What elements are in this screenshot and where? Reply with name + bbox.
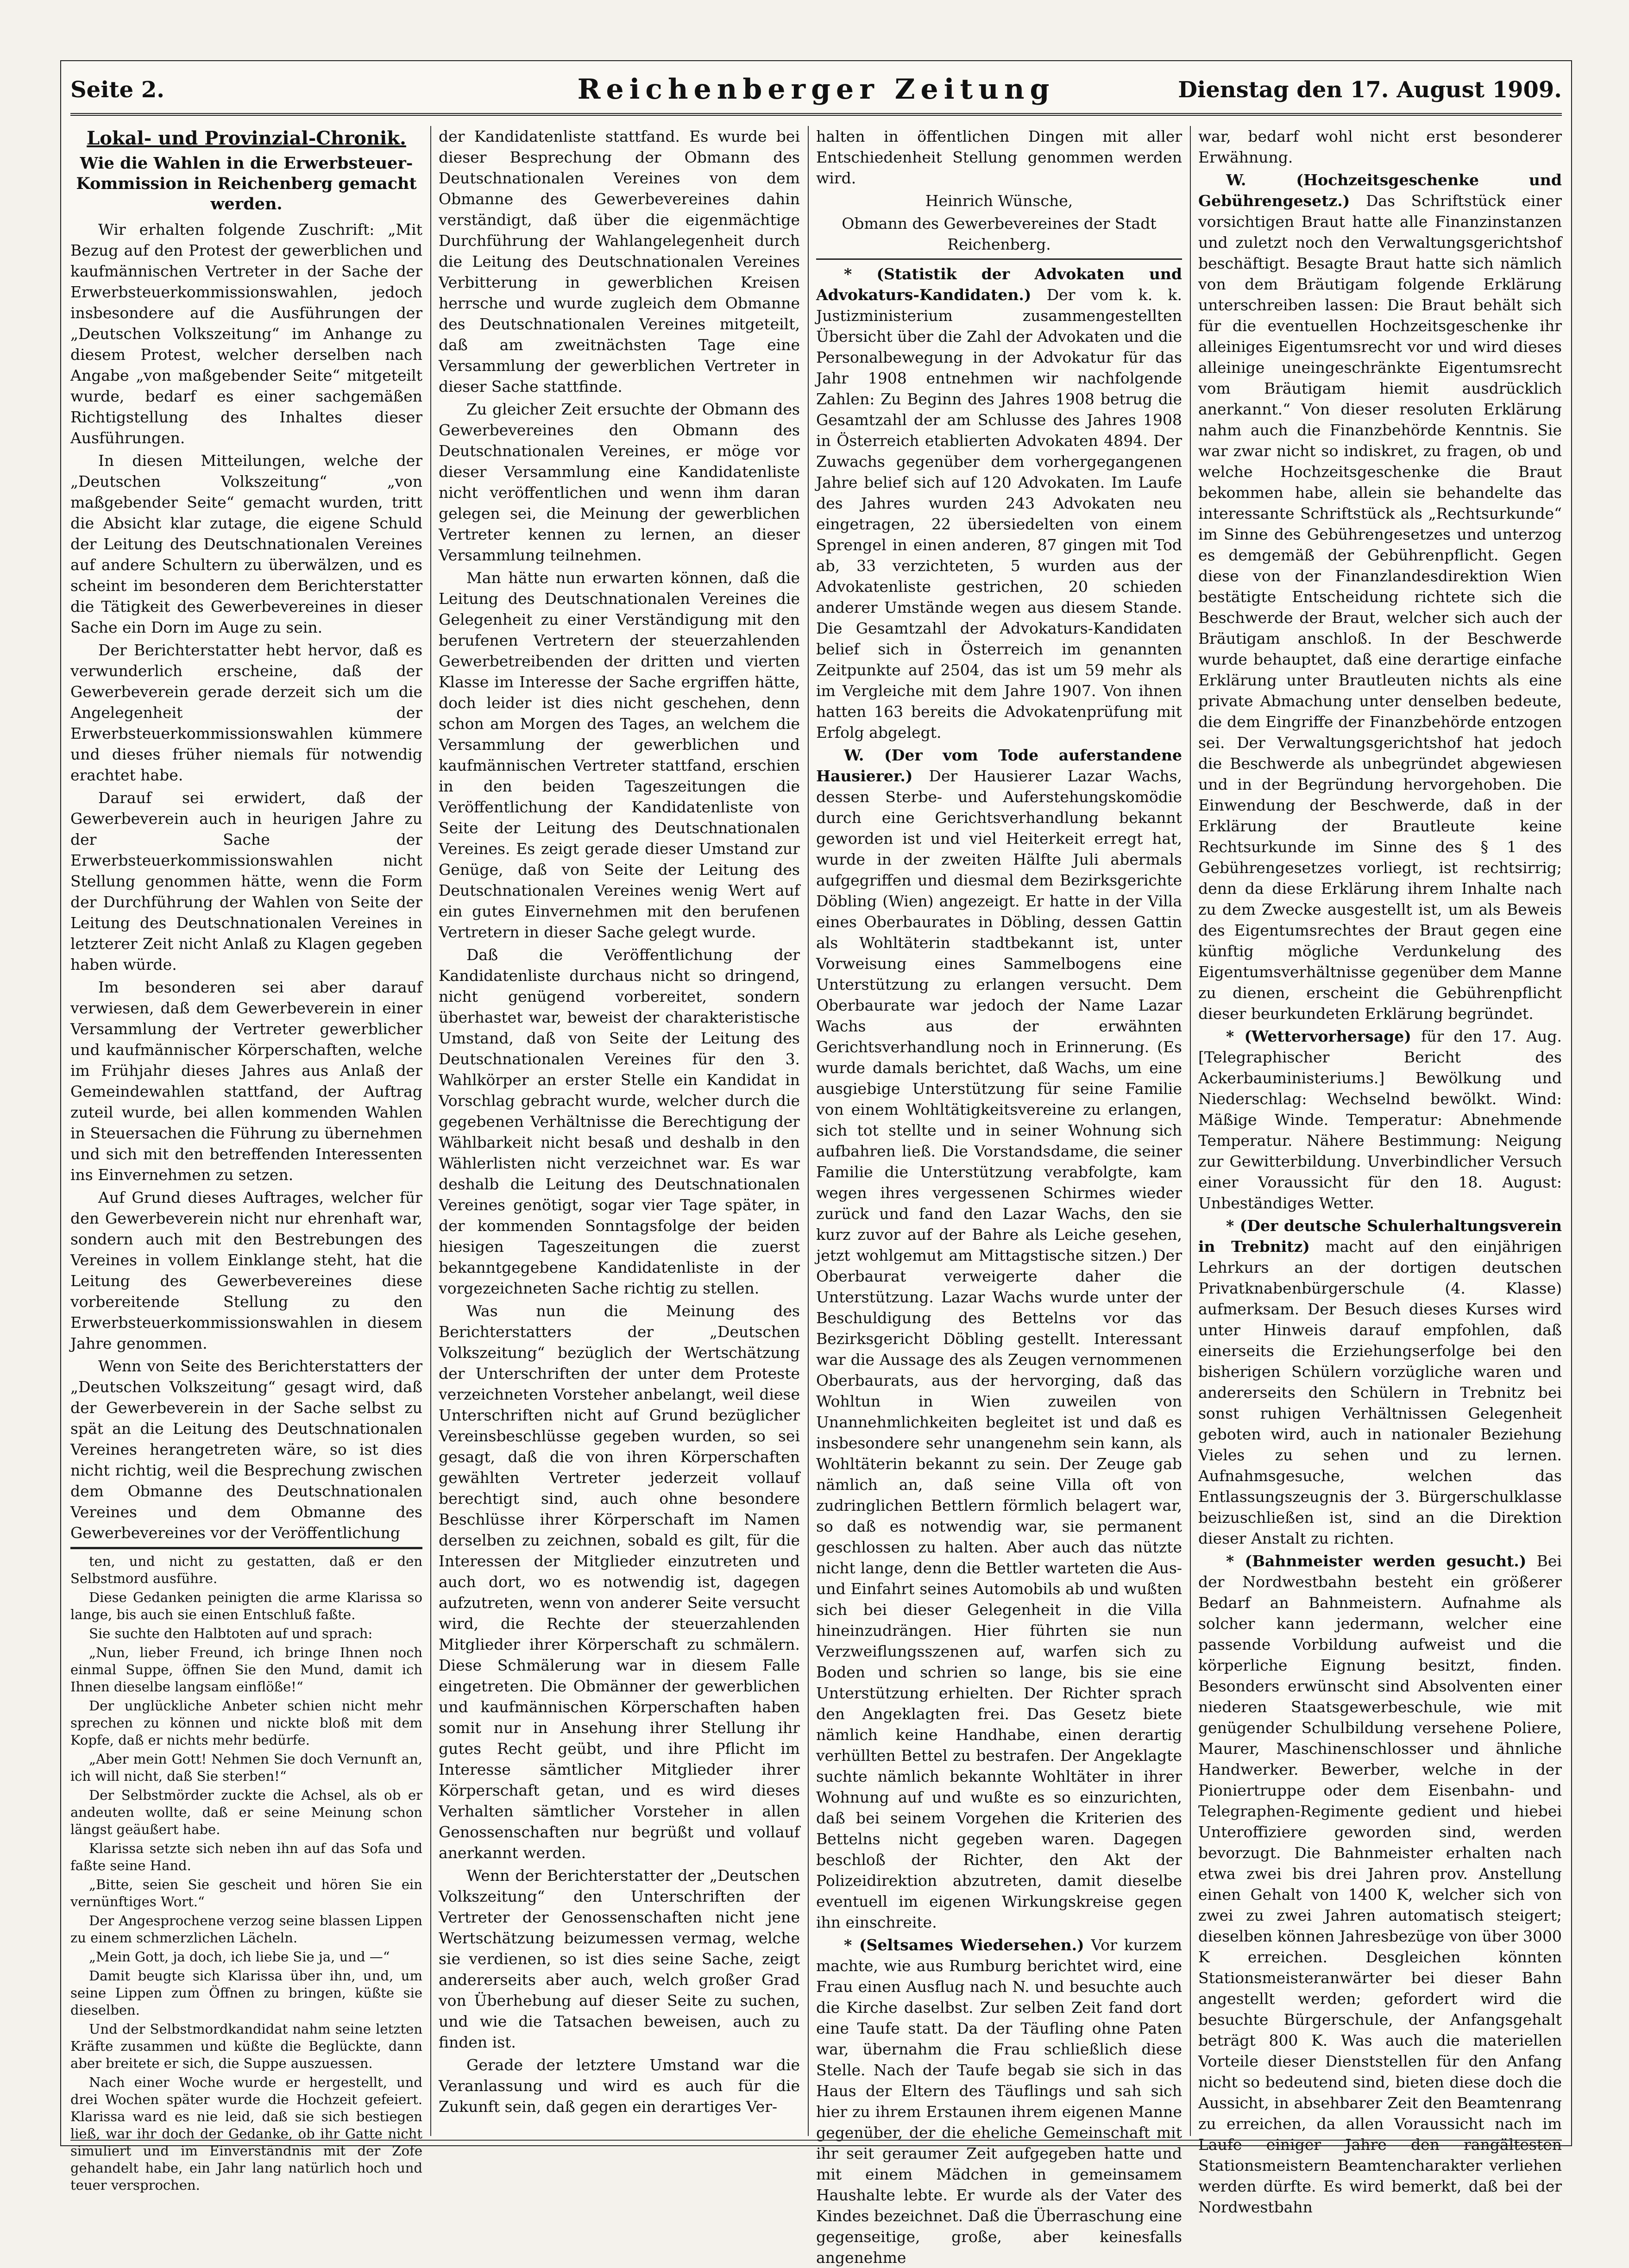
article-paragraph: Darauf sei erwidert, daß der Gewerbeverein auch in heurigen Jahre zu der Sache der Erwerbsteuerkommissionswahlen nicht Stellung genommen hätte, wenn die Form der Durchführung der Wahlen von Seite der Leitung des Deutschnationalen Vereines in letzterer Zeit nicht Anlaß zu Klagen gegeben haben würde. xyxy=(70,789,422,974)
feuilleton-paragraph: Nach einer Woche wurde er hergestellt, und drei Wochen später wurde die Hochzeit gefeiert. Klarissa ward es nie leid, daß sie sich bestiegen ließ, war ihr doch der Gedanke, ob ihr Gatte nicht simuliert und im Einverständnis mit der Zofe gehandelt habe, ein Jahr lang natürlich hoch und teuer versprochen. xyxy=(70,2074,422,2193)
column-divider xyxy=(808,126,809,2136)
newspaper-title: Reichenberger Zeitung xyxy=(577,73,1055,106)
feuilleton-paragraph: Der unglückliche Anbeter schien nicht mehr sprechen zu können und nickte bloß mit dem Kopfe, daß er nichts mehr bedürfe. xyxy=(70,1698,422,1748)
news-item xyxy=(816,1935,1182,2268)
feuilleton-paragraph: ten, und nicht zu gestatten, daß er den Selbstmord ausführe. xyxy=(70,1553,422,1586)
feuilleton-divider xyxy=(70,1547,422,1549)
news-item xyxy=(816,745,1182,1933)
news-item-body: macht auf den einjährigen Lehrkurs an der dortigen deutschen Privatknabenbürgerschule (4. Klasse) aufmerksam. Der Besuch dieses Kurses wird unter Hinweis darauf empfohlen, daß einerseits die Erziehungserfolge bei den bisherigen Schülern vorzügliche waren und andererseits den Schülern in Trebnitz bei sonst ruhigen Verhältnissen Gelegenheit geboten wird, auch in nationaler Beziehung Vieles zu sehen und zu lernen. Aufnahmsgesuche, welchen das Entlassungszeugnis der 3. Bürgerschulklasse beizuschließen ist, sind an die Direktion dieser Anstalt zu richten. xyxy=(1198,1238,1562,1547)
article-paragraph: Wenn von Seite des Berichterstatters der „Deutschen Volkszeitung“ gesagt wird, daß der Gewerbeverein in der Sache selbst zu spät an die Leitung des Deutschnationalen Vereines herangetreten wäre, so ist dies nicht richtig, weil die Besprechung zwischen dem Obmanne des Deutschnationalen Vereines und dem Obmanne des Gewerbevereines vor der Veröffentlichung xyxy=(70,1357,422,1542)
feuilleton-paragraph: Damit beugte sich Klarissa über ihn, und, um seine Lippen zum Öffnen zu bringen, küßte sie dieselben. xyxy=(70,1968,422,2018)
signature-name: Heinrich Wünsche, xyxy=(925,192,1073,210)
page-number: Seite 2. xyxy=(70,77,164,103)
column-2 xyxy=(439,126,800,2136)
feuilleton-paragraph: „Nun, lieber Freund, ich bringe Ihnen noch einmal Suppe, öffnen Sie den Mund, damit ich Ihnen dieselbe langsam einflöße!“ xyxy=(70,1645,422,1695)
feuilleton-paragraph: Und der Selbstmordkandidat nahm seine letzten Kräfte zusammen und küßte die Beglückte, dann aber breitete er sich, die Suppe auszuessen. xyxy=(70,2021,422,2071)
bottom-rule xyxy=(70,2140,1562,2141)
news-item-body: Vor kurzem machte, wie aus Rumburg berichtet wird, eine Frau einen Ausflug nach N. und besuchte auch die Kirche daselbst. Zur selben Zeit fand dort eine Taufe statt. Da der Täufling ohne Paten war, übernahm die Frau schließlich diese Stelle. Nach der Taufe begab sie sich in das Haus der Eltern des Täuflings und sah sich hier zu ihrem Erstaunen ihrem eigenen Manne gegenüber, der die eheliche Gemeinschaft mit ihr seit geraumer Zeit aufgegeben hatte und mit einem Mädchen in gemeinsamem Haushalte lebte. Er wurde als der Vater des Kindes bezeichnet. Daß die Überraschung eine gegenseitige, große, aber keinesfalls angenehme xyxy=(816,1936,1182,2267)
news-item-heading: * (Seltsames Wiedersehen.) xyxy=(844,1936,1084,1954)
news-item xyxy=(1198,1026,1562,1213)
page-header xyxy=(70,67,1562,118)
feuilleton-paragraph: „Aber mein Gott! Nehmen Sie doch Vernunft an, ich will nicht, daß Sie sterben!“ xyxy=(70,1751,422,1784)
news-item xyxy=(1198,1215,1562,1549)
column-divider xyxy=(1190,126,1191,2136)
news-item-heading: W. (Hochzeitsgeschenke und Gebührengesetz.) xyxy=(1198,171,1562,210)
issue-date: Dienstag den 17. August 1909. xyxy=(1178,77,1562,103)
feuilleton-paragraph: „Bitte, seien Sie gescheit und hören Sie ein vernünftiges Wort.“ xyxy=(70,1877,422,1910)
news-item-heading: * (Der deutsche Schulerhaltungsverein in Trebnitz) xyxy=(1198,1217,1562,1256)
news-item xyxy=(1198,170,1562,1024)
article-paragraph: Im besonderen sei aber darauf verwiesen, daß dem Gewerbeverein in einer Versammlung der Vertreter gewerblicher und kaufmännischer Körperschaften, welche im Frühjahr dieses Jahres aus Anlaß der Gemeindewahlen stattfand, der Auftrag zuteil wurde, bei allen kommenden Wahlen in Steuersachen die Führung zu übernehmen und sich mit den betreffenden Interessenten ins Einvernehmen zu setzen. xyxy=(70,978,422,1184)
article-paragraph: war, bedarf wohl nicht erst besonderer Erwähnung. xyxy=(1198,127,1562,166)
news-item-body: Das Schriftstück einer vorsichtigen Braut hatte alle Finanzinstanzen und zuletzt noch den Verwaltungsgerichtshof beschäftigt. Besagte Braut hatte sich nämlich von dem Bräutigam folgende Erklärung unterschreiben lassen: Die Braut behält sich für die eventuellen Hochzeitsgeschenke ihr alleiniges Eigentumsrecht vor und wird dieses alleinige uneingeschränkte Eigentumsrecht vom Bräutigam hiemit ausdrücklich anerkannt.“ Von dieser resoluten Erklärung nahm auch die Finanzbehörde Kenntnis. Sie war zwar nicht so indiskret, zu fragen, ob und welche Hochzeitsgeschenke die Braut bekommen habe, allein sie behandelte das interessante Schriftstück als „Rechtsurkunde“ im Sinne des Gebührengesetzes und unterzog es demgemäß der Gebührenpflicht. Gegen diese von der Finanzlandesdirektion Wien bestätigte Entscheidung richtete sich die Beschwerde der Braut, welcher sich auch der Bräutigam anschloß. In der Beschwerde wurde behauptet, daß eine derartige einfache Erklärung unter Brautleuten nichts als eine private Abmachung unter denselben bedeute, die dem Eingriffe der Finanzbehörde entzogen sei. Der Verwaltungsgerichtshof hat jedoch die Beschwerde als unbegründet abgewiesen und in der Begründung hervorgehoben. Die Einwendung der Beschwerde, daß in der Erklärung der Brautleute keine Rechtsurkunde im Sinne des § 1 des Gebührengesetzes vorliegt, ist rechtsirrig; denn da diese Erklärung ihrem Inhalte nach zu dem Zwecke ausgestellt ist, um als Beweis des Eigentumsrechtes der Braut gegen eine künftig mögliche Verdunkelung des Eigentumsverhältnisse gegenüber dem Manne zu dienen, erscheint die Gebührenpflicht dieser beurkundeten Erklärung begründet. xyxy=(1198,192,1562,1023)
column-4 xyxy=(1198,126,1562,2216)
section-title: Lokal- und Provinzial-Chronik. xyxy=(87,127,406,149)
column-3 xyxy=(816,126,1182,2267)
news-item-body: Der Hausierer Lazar Wachs, dessen Sterbe- und Auferstehungskomödie durch eine Gerichtsverhandlung bekannt geworden ist und viel Heiterkeit erregt hat, wurde in der zweiten Hälfte Juli abermals aufgegriffen und diesmal dem Bezirksgerichte Döbling (Wien) angezeigt. Er hatte in der Villa eines Oberbaurates in Döbling, dessen Gattin als Wohltäterin stadtbekannt ist, unter Vorweisung eines Sammelbogens eine Unterstützung zu erlangen versucht. Dem Oberbaurate war jedoch der Name Lazar Wachs aus der erwähnten Gerichtsverhandlung noch in Erinnerung. (Es wurde damals berichtet, daß Wachs, um eine ausgiebige Unterstützung für seine Familie von einem Wohltätigkeitsvereine zu erlangen, sich tot stellte und in seiner Wohnung sich aufbahren ließ. Die Vorstandsdame, die seiner Familie die Unterstützung verabfolgte, kam wegen ihres vergessenen Schirmes wieder zurück und fand den Lazar Wachs, den sie kurz zuvor auf der Bahre als Leiche gesehen, jetzt wohlgemut am Mittagstische sitzen.) Der Oberbaurat verweigerte daher die Unterstützung. Lazar Wachs wurde unter der Beschuldigung des Bettelns vor das Bezirksgericht Döbling gestellt. Interessant war die Aussage des als Zeugen vernommenen Oberbaurats, aus der hervorging, daß das Wohltun in Wien zuweilen von Unannehmlichkeiten begleitet ist und daß es insbesondere sehr unangenehm sein kann, als Wohltäterin bekannt zu sein. Der Zeuge gab nämlich an, daß seine Villa oft von zudringlichen Bettlern förmlich belagert war, so daß es notwendig war, sie permanent geschlossen zu halten. Aber auch das nützte nicht lange, denn die Bettler warteten die Aus- und Einfahrt seines Automobils ab und wußten sich bei dieser Gelegenheit in die Villa hineinzudrängen. Hier führten sie nun Verzweiflungsszenen auf, warfen sich zu Boden und schrien so lange, bis sie eine Unterstützung erhielten. Der Richter sprach den Angeklagten frei. Das Gesetz biete nämlich keine Handhabe, einen derartig verhüllten Bettel zu bestrafen. Der Angeklagte suchte nämlich bekannte Wohltäter in ihrer Wohnung auf und wußte es so einzurichten, daß bei seinem Vorgehen die Kriterien des Bettelns nicht gegeben waren. Dagegen beschloß der Richter, den Akt der Polizeidirektion abzutreten, damit dieselbe eventuell im eigenen Wirkungskreise gegen ihn einschreite. xyxy=(816,767,1182,1931)
feuilleton-paragraph: Klarissa setzte sich neben ihn auf das Sofa und faßte seine Hand. xyxy=(70,1841,422,1873)
article-paragraph: Wir erhalten folgende Zuschrift: „Mit Bezug auf den Protest der gewerblichen und kaufmännischen Vertreter in der Sache der Erwerbsteuerkommissionswahlen, jedoch insbesondere auf die Ausführungen der „Deutschen Volkszeitung“ im Anhange zu diesem Protest, welcher derselben nach Angabe „von maßgebender Seite“ mitgeteilt wurde, bedarf es einer sachgemäßen Richtigstellung des Inhaltes dieser Ausführungen. xyxy=(70,220,422,447)
article-paragraph: Daß die Veröffentlichung der Kandidatenliste durchaus nicht so dringend, nicht genügend vorbereitet, sondern überhastet war, beweist der charakteristische Umstand, daß von Seite der Leitung des Deutschnationalen Vereines für den 3. Wahlkörper an erster Stelle ein Kandidat in Vorschlag gebracht wurde, welcher durch die gegebenen Verhältnisse die Berechtigung der Wählbarkeit nicht besaß und deshalb in den Wählerlisten nicht verzeichnet war. Es war deshalb die Leitung des Deutschnationalen Vereines genötigt, sogar vier Tage später, in der kommenden Sonntagsfolge der beiden hiesigen Tageszeitungen die zuerst bekanntgegebene Kandidatenliste in der vorgezeichneten Sache richtig zu stellen. xyxy=(439,946,800,1297)
column-1 xyxy=(70,126,422,2193)
feuilleton-paragraph: Der Selbstmörder zuckte die Achsel, als ob er andeuten wollte, daß er seine Meinung schon längst geäußert habe. xyxy=(70,1787,422,1837)
article-paragraph: Zu gleicher Zeit ersuchte der Obmann des Gewerbevereines den Obmann des Deutschnationalen Vereines, er möge vor dieser Versammlung eine Kandidatenliste nicht veröffentlichen und wenn ihm daran gelegen sei, die Meinung der gewerblichen Vertreter kennen zu lernen, an dieser Versammlung teilnehmen. xyxy=(439,400,800,564)
header-rule xyxy=(70,113,1562,116)
article-paragraph: der Kandidatenliste stattfand. Es wurde bei dieser Besprechung der Obmann des Deutschnationalen Vereines von dem Obmanne des Gewerbevereines dahin verständigt, daß über die eigenmächtige Durchführung der Wahlangelegenheit durch die Leitung des Deutschnationalen Vereines Verbitterung in gewerblichen Kreisen herrsche und wurde zugleich dem Obmanne des Deutschnationalen Vereines mitgeteilt, daß am zweitnächsten Tage eine Versammlung der gewerblichen Vertreter in dieser Sache stattfinde. xyxy=(439,127,800,396)
article-paragraph: Auf Grund dieses Auftrages, welcher für den Gewerbeverein nicht nur ehrenhaft war, sondern auch mit den Bestrebungen des Vereines in vollem Einklange steht, hat die Leitung des Gewerbevereines diese vorbereitende Stellung zu den Erwerbsteuerkommissionswahlen in diesem Jahre genommen. xyxy=(70,1188,422,1352)
article-paragraph: Man hätte nun erwarten können, daß die Leitung des Deutschnationalen Vereines die Gelegenheit zu einer Verständigung mit den berufenen Vertretern der steuerzahlenden Gewerbetreibenden der dritten und vierten Klasse im Interesse der Sache ergriffen hätte, doch leider ist dies nicht geschehen, denn schon am Morgen des Tages, an welchem die Versammlung der gewerblichen und kaufmännischen Vertreter stattfand, erschien in den beiden Tageszeitungen die Veröffentlichung der Kandidatenliste von Seite der Leitung des Deutschnationalen Vereines. Es zeigt gerade dieser Umstand zur Genüge, daß von Seite der Leitung des Deutschnationalen Vereines wenig Wert auf ein gutes Einvernehmen mit den berufenen Vertretern in dieser Sache gelegt wurde. xyxy=(439,569,800,941)
article-headline: Wie die Wahlen in die Erwerbsteuer-Kommission in Reichenberg gemacht werden. xyxy=(76,154,417,214)
news-item xyxy=(816,264,1182,743)
article-paragraph: halten in öffentlichen Dingen mit aller Entschiedenheit Stellung genommen werden wird. xyxy=(816,127,1182,187)
news-item-heading: * (Bahnmeister werden gesucht.) xyxy=(1226,1552,1527,1570)
feuilleton-paragraph: Sie suchte den Halbtoten auf und sprach: xyxy=(89,1626,373,1641)
news-item-heading: W. (Der vom Tode auferstandene Hausierer.) xyxy=(816,746,1182,785)
signature-title: Obmann des Gewerbevereines der Stadt Reichenberg. xyxy=(842,214,1157,253)
news-item-body: für den 17. Aug. [Telegraphischer Bericht des Ackerbauministeriums.] Bewölkung und Niederschlag: Wechselnd bewölkt. Wind: Mäßige Winde. Temperatur: Abnehmende Temperatur. Nähere Bestimmung: Neigung zur Gewitterbildung. Unverbindlicher Versuch einer Voraussicht für den 18. August: Unbeständiges Wetter. xyxy=(1198,1027,1562,1212)
news-item-body: Der vom k. k. Justizministerium zusammengestellten Übersicht über die Zahl der Advokaten und die Personalbewegung in der Advokatur für das Jahr 1908 entnehmen wir nachfolgende Zahlen: Zu Beginn des Jahres 1908 betrug die Gesamtzahl der am Schlusse des Jahres 1908 in Österreich etablierten Advokaten 4894. Der Zuwachs gegenüber dem vorhergegangenen Jahre belief sich auf 120 Advokaten. Im Laufe des Jahres wurden 243 Advokaten neu eingetragen, 22 übersiedelten von einem Sprengel in einen anderen, 87 gingen mit Tod ab, 33 verzichteten, 5 wurden aus der Advokatenliste gestrichen, 20 schieden anderer Umstände wegen aus diesem Stande. Die Gesamtzahl der Advokaturs-Kandidaten belief sich in Österreich im genannten Zeitpunkte auf 2504, das ist um 59 mehr als im Vergleiche mit dem Jahre 1907. Von ihnen hatten 163 bereits die Advokatenprüfung mit Erfolg abgelegt. xyxy=(816,286,1182,741)
article-divider xyxy=(816,258,1182,260)
article-paragraph: Was nun die Meinung des Berichterstatters der „Deutschen Volkszeitung“ bezüglich der Wertschätzung der Unterschriften der unter dem Proteste verzeichneten Vorsteher anbelangt, weil diese Unterschriften nicht auf Grund bezüglicher Vereinsbeschlüsse gegeben wurden, so sei gesagt, daß die von ihren Körperschaften gewählten Vertreter jederzeit vollauf berechtigt sind, auch ohne besondere Beschlüsse ihrer Körperschaft im Namen derselben zu zeichnen, sobald es gilt, für die Interessen der Mitglieder einzutreten und auch dort, wo es notwendig ist, dagegen aufzutreten, wenn von anderer Seite versucht wird, die Rechte der steuerzahlenden Mitglieder ihrer Körperschaft zu schmälern. Diese Schmälerung war in diesem Falle eingetreten. Die Obmänner der gewerblichen und kaufmännischen Körperschaften haben somit nur in Ansehung ihrer Stellung ihr gutes Recht geübt, und ihre Pflicht im Interesse sämtlicher Mitglieder ihrer Körperschaft getan, und es wird dieses Verhalten sämtlicher Vorsteher in allen Genossenschaften nur begrüßt und vollauf anerkannt werden. xyxy=(439,1302,800,1862)
feuilleton-paragraph: Diese Gedanken peinigten die arme Klarissa so lange, bis auch sie einen Entschluß faßte. xyxy=(70,1589,422,1622)
article-paragraph: Gerade der letztere Umstand war die Veranlassung und wird es auch für die Zukunft sein, daß gegen ein derartiges Ver- xyxy=(439,2056,800,2116)
article-paragraph: Der Berichterstatter hebt hervor, daß es verwunderlich erscheine, daß der Gewerbeverein gerade derzeit sich um die Angelegenheit der Erwerbsteuerkommissionswahlen kümmere und dieses früher niemals für notwendig erachtet habe. xyxy=(70,641,422,784)
article-paragraph: In diesen Mitteilungen, welche der „Deutschen Volkszeitung“ „von maßgebender Seite“ gemacht wurden, tritt die Absicht klar zutage, die eigene Schuld der Leitung des Deutschnationalen Vereines auf andere Schultern zu überwälzen, und es scheint im besonderen dem Berichterstatter die Tätigkeit des Gewerbevereines in dieser Sache ein Dorn im Auge zu sein. xyxy=(70,452,422,636)
news-item-heading: * (Wettervorhersage) xyxy=(1226,1027,1411,1045)
column-divider xyxy=(430,126,431,2136)
article-paragraph: Wenn der Berichterstatter der „Deutschen Volkszeitung“ den Unterschriften der Vertreter der Genossenschaften nicht jene Wertschätzung beizumessen vermag, welche sie verdienen, so ist dies seine Sache, zeigt andererseits aber auch, welch großer Grad von Überhebung auf dieser Seite zu suchen, und wie die Tatsachen beweisen, auch zu finden ist. xyxy=(439,1866,800,2051)
feuilleton xyxy=(70,1553,422,2194)
feuilleton-paragraph: Der Angesprochene verzog seine blassen Lippen zu einem schmerzlichen Lächeln. xyxy=(70,1913,422,1946)
newspaper-page xyxy=(60,60,1572,2267)
news-item-heading: * (Statistik der Advokaten und Advokaturs-Kandidaten.) xyxy=(816,265,1182,304)
feuilleton-paragraph: „Mein Gott, ja doch, ich liebe Sie ja, und —“ xyxy=(89,1949,390,1965)
news-item-body: Bei der Nordwestbahn besteht ein größerer Bedarf an Bahnmeistern. Aufnahme als solcher kann jedermann, welcher eine passende Vorbildung aufweist und die körperliche Eignung besitzt, finden. Besonders erwünscht sind Absolventen einer niederen Staatsgewerbeschule, wie mit genügender Schulbildung versehene Poliere, Maurer, Maschinenschlosser und ähnliche Handwerker. Bewerber, welche in der Pioniertruppe oder dem Eisenbahn- und Telegraphen-Regimente gedient und hiebei Unteroffiziere geworden sind, werden bevorzugt. Die Bahnmeister erhalten nach etwa zwei bis drei Jahren prov. Anstellung einen Gehalt von 1400 K, welcher sich von zwei zu zwei Jahren automatisch steigert; dieselben können Jahresbezüge von über 3000 K erreichen. Desgleichen könnten Stationsmeisteranwärter bei dieser Bahn angestellt werden; gefordert wird die besuchte Bürgerschule, der Anfangsgehalt beträgt 800 K. Was auch die materiellen Vorteile dieser Dienststellen für den Anfang nicht so bedeutend sind, bieten diese doch die Aussicht, in absehbarer Zeit den Beamtenrang zu erreichen, da allen Voraussicht nach im Laufe einiger Jahre den rangältesten Stationsmeistern Beamtencharakter verliehen werden dürfte. Es wird bemerkt, daß bei der Nordwestbahn xyxy=(1198,1552,1562,2216)
news-item xyxy=(1198,1551,1562,2218)
